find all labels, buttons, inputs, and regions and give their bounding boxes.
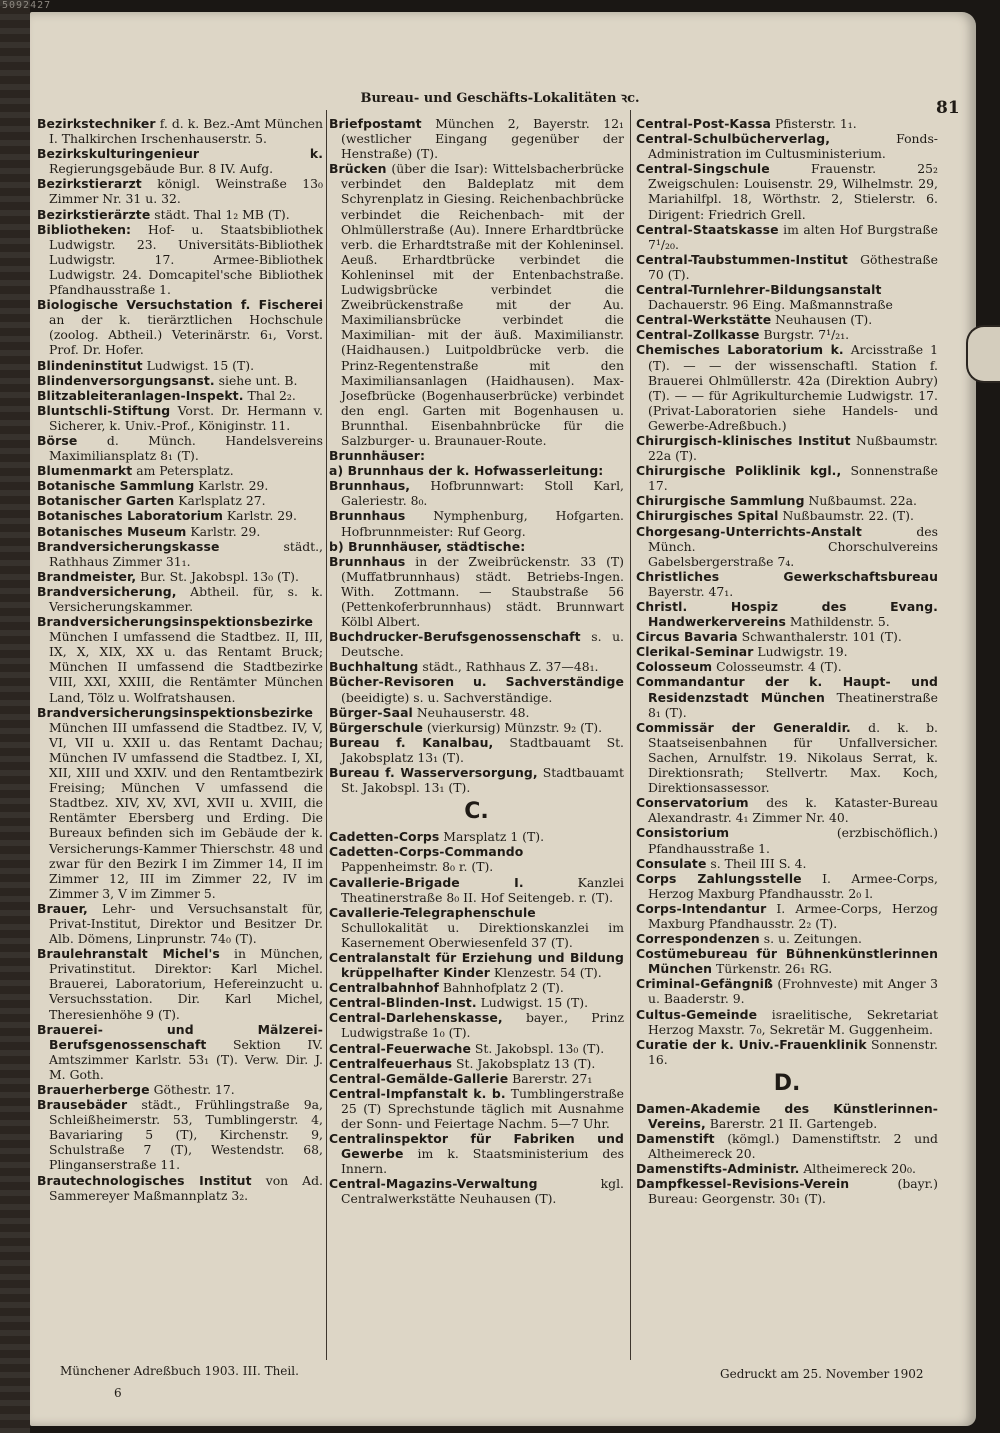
directory-entry (329, 1131, 624, 1177)
entry-heading: Blitzableiteranlagen-Inspekt. (37, 387, 244, 403)
directory-entry (636, 946, 938, 977)
entry-heading: Cultus-Gemeinde (636, 1006, 758, 1022)
directory-entry (636, 719, 938, 796)
entry-heading: Braulehranstalt Michel's (37, 946, 220, 962)
column-right (636, 116, 938, 1207)
directory-entry (636, 1176, 938, 1207)
entry-heading: Bluntschli-Stiftung (37, 402, 171, 418)
entry-text: München I umfassend die Stadtbez. II, III, IX, X, XIX, XX u. das Rentamt Bruck; München II umfassend die Stadtbezirke VIII, XXI, XXIII, die Rentämter München Land, Tölz u. Wolfratshausen. (49, 629, 323, 705)
directory-entry (329, 1176, 624, 1207)
entry-text: f. d. k. Bez.-Amt München I. Thalkirchen Irschenhauserstr. 5. (49, 116, 323, 147)
entry-heading: Bezirkstierärzte (37, 206, 151, 222)
entry-heading: Conservatorium (636, 795, 749, 811)
document-page (30, 12, 976, 1426)
entry-heading: Blumenmarkt (37, 463, 133, 479)
entry-text: München III umfassend die Stadtbez. IV, V, VI, VII u. XXII u. das Rentamt Dachau; München IV umfassend die Stadtbez. I, XI, XII, XIII und XXIV. und den Rentamtbezirk Freising; München V umfassend die Stadtbez. XIV, XV, XVI, XVII u. XVIII, die Rentämter Ebersberg und Erding. Die Bureaux befinden sich im Gebäude der k. Versicherungs-Kammer Thierschstr. 48 und zwar für den Bezirk I im Zimmer 14, II im Zimmer 12, III im Zimmer 22, IV im Zimmer 3, V im Zimmer 5. (49, 719, 323, 901)
directory-entry (37, 614, 323, 705)
entry-text: St. Jakobsplatz 13 (T). (452, 1055, 596, 1071)
entry-heading: Bezirkskulturingenieur k. (37, 146, 323, 162)
directory-entry (636, 523, 938, 569)
entry-text: königl. Weinstraße 13₀ Zimmer Nr. 31 u. 32. (49, 176, 323, 207)
entry-heading: Buchdrucker-Berufsgenossenschaft (329, 629, 581, 645)
entry-text: Nymphenburg, Hofgarten. Hofbrunnmeister: Ruf Georg. (341, 508, 624, 539)
entry-text: Dachauerstr. 96 Eing. Maßmannstraße (648, 297, 893, 313)
directory-entry (329, 995, 624, 1011)
entry-text: des Münch. Chorschulvereins Gabelsbergerstraße 7₄. (648, 523, 938, 569)
entry-heading: Bezirkstierarzt (37, 176, 142, 192)
entry-text: am Petersplatz. (132, 463, 234, 479)
directory-entry (37, 357, 323, 373)
directory-entry (636, 931, 938, 947)
entry-text: städt., Rathhaus Zimmer 31₁. (49, 538, 323, 569)
entry-heading: Botanisches Laboratorium (37, 508, 223, 524)
entry-heading: Chirurgisches Spital (636, 508, 779, 524)
column-middle (329, 116, 624, 1207)
entry-heading: Cadetten-Corps (329, 829, 440, 845)
entry-heading: Brandversicherungsinspektionsbezirke (37, 704, 313, 720)
directory-entry (636, 855, 938, 871)
entry-heading: Botanischer Garten (37, 493, 175, 509)
entry-heading: Botanisches Museum (37, 523, 187, 539)
entry-text: in der Zweibrückenstr. 33 (T) (Muffatbrunnhaus) städt. Betriebs-Ingen. With. Zottmann. — Staubstraße 56 (Pettenkoferbrunnhaus) städt. Brunnwart Kölbl Albert. (341, 553, 624, 630)
directory-entry (636, 659, 938, 675)
directory-entry (636, 900, 938, 931)
entry-text: St. Jakobspl. 13₀ (T). (470, 1040, 605, 1056)
entry-heading: Central-Feuerwache (329, 1040, 471, 1056)
entry-heading: Circus Bavaria (636, 629, 738, 645)
directory-entry (329, 161, 624, 448)
directory-entry (329, 765, 624, 796)
page-number: 81 (936, 98, 960, 118)
entry-text: s. u. Zeitungen. (759, 931, 862, 947)
directory-entry (329, 719, 624, 735)
entry-heading: Chirurgische Poliklinik kgl., (636, 463, 842, 479)
directory-entry (636, 1161, 938, 1177)
entry-text: Karlstr. 29. (186, 523, 261, 539)
entry-text: Frauenstr. 25₂ Zweigschulen: Louisenstr. 29, Wilhelmstr. 29, Mariahilfpl. 18, Wörthstr. 2, Stielerstr. 6. Dirigent: Friedrich Grell. (648, 161, 938, 222)
directory-entry (636, 251, 938, 282)
directory-entry (636, 432, 938, 464)
directory-entry (636, 463, 938, 494)
entry-text: Stadtbauamt St. Jakobspl. 13₁ (T). (341, 765, 624, 796)
directory-entry (37, 508, 323, 524)
entry-heading: Criminal-Gefängniß (636, 976, 773, 992)
entry-text: Abtheil. für, s. k. Versicherungskammer. (49, 583, 323, 614)
entry-heading: Brandversicherungskasse (37, 538, 220, 554)
entry-heading: Börse (37, 432, 78, 448)
entry-text: Ludwigst. 15 (T). (476, 995, 589, 1011)
section-letter: C. (464, 799, 489, 825)
directory-entry (329, 844, 624, 875)
entry-heading: Central-Schulbücherverlag, (636, 131, 831, 147)
directory-entry (636, 161, 938, 222)
entry-heading: Briefpostamt (329, 116, 422, 131)
section-letter: D. (773, 1070, 801, 1096)
directory-entry (37, 1172, 323, 1203)
entry-text: Neuhauserstr. 48. (412, 704, 530, 720)
entry-heading: Buchhaltung (329, 659, 419, 675)
directory-entry (37, 372, 323, 388)
directory-entry (636, 342, 939, 433)
entry-text: Hofbrunnwart: Stoll Karl, Galeriestr. 8₀. (341, 478, 624, 509)
entry-text: Nußbaumstr. 22a (T). (648, 432, 938, 464)
entry-text: (Frohnveste) mit Anger 3 u. Baaderstr. 9. (648, 976, 938, 1007)
directory-entry (636, 825, 938, 856)
directory-entry (37, 1082, 323, 1097)
entry-text: Schwanthalerstr. 101 (T). (737, 629, 902, 645)
entry-heading: Cavallerie-Brigade I. (329, 874, 524, 890)
entry-heading: Central-Turnlehrer-Bildungsanstalt (636, 282, 882, 298)
entry-heading: Central-Staatskasse (636, 221, 779, 237)
directory-entry (37, 297, 323, 358)
entry-text: Burgstr. 7¹/₂₁. (759, 327, 850, 343)
entry-heading: Central-Impfanstalt k. b. (329, 1085, 506, 1101)
entry-text: Barerstr. 21 II. Gartengeb. (705, 1116, 878, 1131)
entry-heading: Corps-Intendantur (636, 900, 767, 916)
entry-text: städt. Thal 1₂ MB (T). (150, 206, 290, 222)
entry-heading: Brunnhäuser: (329, 448, 426, 464)
entry-heading: Brauerei- und Mälzerei-Berufsgenossenschaft (37, 1021, 323, 1052)
entry-heading: Brunnhaus, (329, 478, 411, 494)
directory-entry (329, 629, 624, 660)
entry-heading: Bezirkstechniker (37, 116, 156, 131)
footer-title: Münchener Adreßbuch 1903. III. Theil. (60, 1364, 299, 1378)
entry-heading: Centralanstalt für Erziehung und Bildung krüppelhafter Kinder (329, 949, 624, 981)
entry-text: (beeidigte) s. u. Sachverständige. (341, 689, 553, 705)
directory-entry (636, 568, 938, 599)
entry-text: Göthestr. 17. (149, 1082, 235, 1097)
entry-text: Schullokalität u. Direktionskanzlei im Kasernement Oberwiesenfeld 37 (T). (341, 919, 624, 950)
entry-text: Karlsplatz 27. (174, 493, 266, 509)
directory-entry (37, 402, 323, 433)
entry-text: von Ad. Sammereyer Maßmannplatz 3₂. (49, 1172, 323, 1203)
entry-heading: Bürger-Saal (329, 704, 413, 720)
entry-text: Barerstr. 27₁ (508, 1070, 593, 1086)
entry-heading: Curatie der k. Univ.-Frauenklinik (636, 1036, 867, 1052)
entry-text: an der k. tierärztlichen Hochschule (zoolog. Abtheil.) Veterinärstr. 6₁, Vorst. Prof. Dr. Hofer. (49, 312, 323, 358)
entry-text: Altheimereck 20₀. (799, 1161, 916, 1177)
entry-heading: Central-Post-Kassa (636, 116, 772, 131)
directory-entry (37, 523, 323, 539)
entry-text: (über die Isar): Wittelsbacherbrücke verbindet den Baldeplatz mit dem Schyrenplatz in Giesing. Reichenbachbrücke verbindet die Reichenbach- mit der Ohlmüllerstraße (Au). Innere Erhardtbrücke verb. die Erhardtstraße mit der Kohleninsel. Aeuß. Erhardtbrücke verbindet die Kohleninsel mit der Entenbachstraße. Ludwigsbrücke verbindet die Zweibrückenstraße mit der Au. Maximiliansbrücke verbindet die Maximilian- mit der äuß. Maximilianstr. (Haidhausen.) Luitpoldbrücke verb. die Prinz-Regentenstraße mit den Maximiliansanlagen (Haidhausen). Max-Josefbrücke (Bogenhauserbrücke) verbindet den engl. Garten mit Bogenhausen u. Brunnthal. Eisenbahnbrücke für die Salzburger- u. Braunauer-Route. (341, 161, 624, 448)
directory-entry (37, 946, 323, 1022)
entry-heading: Botanische Sammlung (37, 478, 195, 494)
directory-entry (329, 980, 624, 996)
directory-entry (329, 1070, 624, 1086)
entry-text: (vierkursig) Münzstr. 9₂ (T). (422, 719, 603, 735)
directory-entry (329, 553, 624, 630)
entry-heading: Blindeninstitut (37, 357, 143, 373)
directory-entry (329, 904, 624, 950)
entry-heading: b) Brunnhäuser, städtische: (329, 538, 526, 554)
directory-entry (329, 704, 624, 720)
entry-heading: Biologische Versuchstation f. Fischerei (37, 297, 323, 313)
entry-text: Neuhausen (T). (771, 312, 873, 328)
entry-text: s. u. Deutsche. (341, 629, 624, 660)
entry-text: (erzbischöflich.) Pfandhausstraße 1. (648, 825, 938, 856)
directory-entry (329, 674, 624, 705)
entry-heading: Consistorium (636, 825, 730, 841)
entry-heading: Corps Zahlungsstelle (636, 870, 802, 886)
entry-text: (kömgl.) Damenstiftstr. 2 und Altheimereck 20. (648, 1131, 938, 1162)
entry-heading: Bücher-Revisoren u. Sachverständige (329, 674, 624, 690)
directory-entry (329, 659, 624, 675)
entry-heading: Brandversicherung, (37, 583, 177, 599)
entry-text: bayer., Prinz Ludwigstraße 1₀ (T). (341, 1010, 624, 1041)
entry-heading: Centralfeuerhaus (329, 1055, 453, 1071)
entry-heading: Chirurgisch-klinisches Institut (636, 432, 851, 448)
entry-text: d. Münch. Handelsvereins Maximiliansplatz 8₁ (T). (49, 432, 323, 464)
entry-heading: Christl. Hospiz des Evang. Handwerkervereins (636, 599, 938, 630)
entry-text: Stadtbauamt St. Jakobsplatz 13₁ (T). (341, 734, 624, 765)
entry-text: Lehr- und Versuchsanstalt für, Privat-Institut, Direktor und Besitzer Dr. Alb. Dömens, Linprunstr. 74₀ (T). (49, 900, 323, 947)
entry-text: Ludwigstr. 19. (753, 644, 848, 660)
directory-entry (37, 432, 323, 464)
entry-heading: Central-Darlehenskasse, (329, 1010, 503, 1026)
directory-entry (37, 176, 323, 207)
entry-heading: Brausebäder (37, 1097, 128, 1113)
directory-entry (37, 221, 323, 298)
entry-heading: Bürgerschule (329, 719, 423, 735)
entry-heading: Commandantur der k. Haupt- und Residenzstadt München (636, 674, 938, 705)
entry-text: Regierungsgebäude Bur. 8 IV. Aufg. (49, 161, 274, 177)
entry-text: städt., Frühlingstraße 9a, Schleißheimerstr. 53, Tumblingerstr. 4, Bavariaring 5 (T), Kirchenstr. 9, Schulstraße 7 (T), Westendstr. 68, Plinganserstraße 11. (49, 1097, 323, 1173)
entry-heading: Colosseum (636, 659, 713, 675)
entry-heading: Centralinspektor für Fabriken und Gewerbe (329, 1131, 624, 1162)
entry-heading: Christliches Gewerkschaftsbureau (636, 568, 938, 584)
entry-heading: Brunnhaus (329, 553, 406, 569)
directory-entry (329, 116, 624, 162)
entry-text: Bahnhofplatz 2 (T). (438, 980, 564, 996)
entry-heading: Central-Werkstätte (636, 312, 772, 328)
entry-text: Theatinerstraße 8₁ (T). (648, 689, 938, 720)
directory-entry (37, 387, 323, 403)
directory-entry (37, 206, 323, 222)
directory-entry (636, 282, 938, 313)
entry-text: I. Armee-Corps, Herzog Maxburg Pfandhausstr. 2₀ l. (648, 870, 938, 901)
entry-text: d. k. b. Staatseisenbahnen für Unfallversicher. Sachen, Arnulfstr. 19. Nikolaus Serrat, k. Direktionsrath; Stellvertr. Max. Koch, Direktionsassessor. (648, 719, 938, 796)
column-rule (630, 110, 631, 1360)
directory-entry (636, 674, 938, 720)
entry-text: (bayr.) Bureau: Georgenstr. 30₁ (T). (648, 1176, 938, 1207)
entry-text: Karlstr. 29. (222, 508, 297, 524)
directory-entry (636, 493, 938, 509)
entry-text: Nußbaumstr. 22. (T). (778, 508, 914, 524)
entry-text: München 2, Bayerstr. 12₁ (westlicher Eingang gegenüber der Henstraße) (T). (341, 116, 624, 162)
directory-entry (37, 463, 323, 479)
column-rule (326, 110, 327, 1360)
entry-text: des k. Kataster-Bureau Alexandrastr. 4₁ Zimmer Nr. 40. (648, 795, 938, 826)
directory-entry (37, 478, 323, 494)
entry-text: Hof- u. Staatsbibliothek Ludwigstr. 23. Universitäts-Bibliothek Ludwigstr. 17. Armee-Bibliothek Ludwigstr. 24. Domcapitel'sche Bibliothek Pfandhausstraße 1. (49, 221, 323, 298)
entry-heading: Chorgesang-Unterrichts-Anstalt (636, 523, 862, 539)
entry-text: Marsplatz 1 (T). (439, 829, 545, 845)
directory-entry (37, 116, 323, 147)
entry-heading: a) Brunnhaus der k. Hofwasserleitung: (329, 463, 604, 479)
directory-entry (636, 1100, 938, 1131)
directory-entry (329, 734, 624, 765)
directory-entry (636, 629, 938, 645)
entry-text: Bayerstr. 47₁. (648, 583, 734, 599)
entry-text: Thal 2₂. (243, 387, 296, 403)
directory-entry (329, 478, 624, 509)
entry-heading: Damenstifts-Administr. (636, 1161, 800, 1177)
entry-text: Sonnenstr. 16. (648, 1036, 938, 1067)
scan-id: 5092427 (2, 0, 52, 11)
entry-text: städt., Rathhaus Z. 37—48₁. (418, 659, 599, 675)
entry-heading: Brauer, (37, 900, 88, 916)
directory-entry (329, 1040, 624, 1056)
entry-text: Kanzlei Theatinerstraße 8₀ II. Hof Seitengeb. r. (T). (341, 874, 624, 905)
entry-heading: Dampfkessel-Revisions-Verein (636, 1176, 850, 1192)
directory-entry (636, 976, 938, 1007)
entry-heading: Costümebureau für Bühnenkünstlerinnen München (636, 946, 938, 977)
entry-heading: Consulate (636, 855, 707, 871)
directory-entry (636, 795, 938, 826)
directory-entry (636, 870, 938, 901)
entry-heading: Chemisches Laboratorium k. (636, 342, 844, 358)
entry-text: in München, Privatinstitut. Direktor: Karl Michel. Brauerei, Laboratorium, Hefereinzucht u. Versuchsstation. Dir. Karl Michel, Theresienhöhe 9 (T). (49, 946, 323, 1022)
entry-text: s. Theil III S. 4. (706, 855, 807, 871)
index-tab[interactable] (966, 325, 1000, 383)
entry-heading: Central-Taubstummen-Institut (636, 251, 848, 267)
footer-left (60, 1364, 299, 1400)
directory-entry (329, 1010, 624, 1041)
entry-heading: Bureau f. Kanalbau, (329, 734, 494, 750)
directory-entry (329, 1055, 624, 1071)
entry-text: Göthestraße 70 (T). (648, 251, 938, 282)
directory-entry (37, 704, 323, 901)
directory-entry (636, 221, 938, 252)
entry-heading: Damen-Akademie des Künstlerinnen-Vereins, (636, 1100, 938, 1131)
directory-entry (636, 1131, 938, 1162)
entry-heading: Cavallerie-Telegraphenschule (329, 904, 536, 920)
entry-text: Tumblingerstraße 25 (T) Sprechstunde täglich mit Ausnahme der Sonn- und Feiertage Nachm. 5—7 Uhr. (341, 1085, 624, 1131)
directory-entry (636, 131, 938, 162)
directory-entry (636, 116, 938, 131)
directory-entry (329, 463, 624, 479)
entry-text: Nußbaumst. 22a. (804, 493, 917, 509)
footer-right: Gedruckt am 25. November 1902 (720, 1367, 924, 1381)
directory-entry (37, 146, 323, 177)
running-header: Bureau- und Geschäfts-Lokalitäten ꝛc. (360, 91, 640, 106)
entry-heading: Bibliotheken: (37, 221, 132, 237)
entry-heading: Damenstift (636, 1131, 715, 1147)
footer-signature: 6 (114, 1386, 122, 1400)
directory-entry (636, 312, 938, 328)
entry-heading: Centralbahnhof (329, 980, 439, 996)
entry-heading: Clerikal-Seminar (636, 644, 754, 660)
entry-heading: Correspondenzen (636, 931, 760, 947)
directory-entry (636, 1036, 938, 1067)
entry-text: Arcisstraße 1 (T). — — der wissenschaftl. Station f. Brauerei Ohlmüllerstr. 42a (Direktion Aubry) (T). — — für Agrikulturchemie Ludwigstr. 17. (Privat-Laboratorien siehe Handels- und Gewerbe-Adreßbuch.) (648, 342, 939, 433)
directory-entry (37, 1097, 323, 1173)
entry-text: Pappenheimstr. 8₀ r. (T). (341, 859, 494, 875)
entry-text: im alten Hof Burgstraße 7¹/₂₀. (648, 221, 938, 252)
entry-text: Pfisterstr. 1₁. (771, 116, 857, 131)
entry-text: kgl. Centralwerkstätte Neuhausen (T). (341, 1176, 624, 1207)
entry-text: Türkenstr. 26₁ RG. (712, 961, 833, 977)
entry-text: Klenzestr. 54 (T). (489, 965, 602, 981)
adjacent-page-edge (0, 0, 30, 1433)
directory-entry (329, 508, 624, 539)
entry-heading: Blindenversorgungsanst. (37, 372, 215, 388)
entry-text: im k. Staatsministerium des Innern. (341, 1146, 624, 1177)
entry-heading: Central-Singschule (636, 161, 770, 177)
column-left (37, 116, 323, 1203)
entry-heading: Brauerherberge (37, 1082, 150, 1097)
entry-text: Sonnenstraße 17. (648, 463, 938, 494)
directory-entry (37, 568, 323, 584)
entry-text: Karlstr. 29. (194, 478, 269, 494)
directory-entry (636, 1006, 938, 1037)
entry-text: Fonds-Administration im Cultusministerium. (648, 131, 938, 162)
entry-text: Ludwigst. 15 (T). (142, 357, 255, 373)
entry-text: Colosseumstr. 4 (T). (712, 659, 842, 675)
entry-text: siehe unt. B. (214, 372, 298, 388)
directory-entry (636, 599, 938, 630)
directory-entry (329, 829, 624, 845)
entry-heading: Brunnhaus (329, 508, 406, 524)
entry-heading: Brandmeister, (37, 568, 137, 584)
directory-entry (329, 949, 624, 981)
directory-entry (636, 644, 938, 660)
directory-entry (37, 493, 323, 509)
entry-heading: Central-Gemälde-Gallerie (329, 1070, 509, 1086)
entry-text: israelitische, Sekretariat Herzog Maxstr. 7₀, Sekretär M. Guggenheim. (648, 1006, 938, 1037)
entry-text: Bur. St. Jakobspl. 13₀ (T). (136, 568, 299, 584)
entry-text: Mathildenstr. 5. (785, 614, 890, 630)
entry-heading: Chirurgische Sammlung (636, 493, 805, 509)
directory-entry (329, 874, 624, 905)
directory-entry (636, 508, 938, 524)
directory-entry (329, 538, 624, 554)
directory-entry (329, 1085, 624, 1131)
entry-heading: Brücken (329, 161, 387, 177)
entry-text: I. Armee-Corps, Herzog Maxburg Pfandhausstr. 2₂ (T). (648, 900, 938, 931)
directory-entry (37, 583, 323, 614)
directory-entry (37, 538, 323, 569)
directory-entry (37, 900, 323, 947)
entry-heading: Central-Magazins-Verwaltung (329, 1176, 538, 1192)
entry-heading: Bureau f. Wasserversorgung, (329, 765, 538, 781)
entry-heading: Commissär der Generaldir. (636, 719, 851, 735)
entry-heading: Brautechnologisches Institut (37, 1172, 252, 1188)
entry-heading: Central-Blinden-Inst. (329, 995, 477, 1011)
entry-text: Vorst. Dr. Hermann v. Sicherer, k. Univ.-Prof., Königinstr. 11. (49, 402, 323, 433)
entry-heading: Cadetten-Corps-Commando (329, 844, 524, 860)
directory-entry (636, 327, 938, 343)
directory-entry (37, 1021, 323, 1082)
directory-entry (329, 448, 624, 464)
entry-text: Sektion IV. Amtszimmer Karlstr. 53₁ (T). Verw. Dir. J. M. Goth. (49, 1036, 323, 1082)
entry-heading: Central-Zollkasse (636, 327, 760, 343)
entry-heading: Brandversicherungsinspektionsbezirke (37, 614, 313, 630)
